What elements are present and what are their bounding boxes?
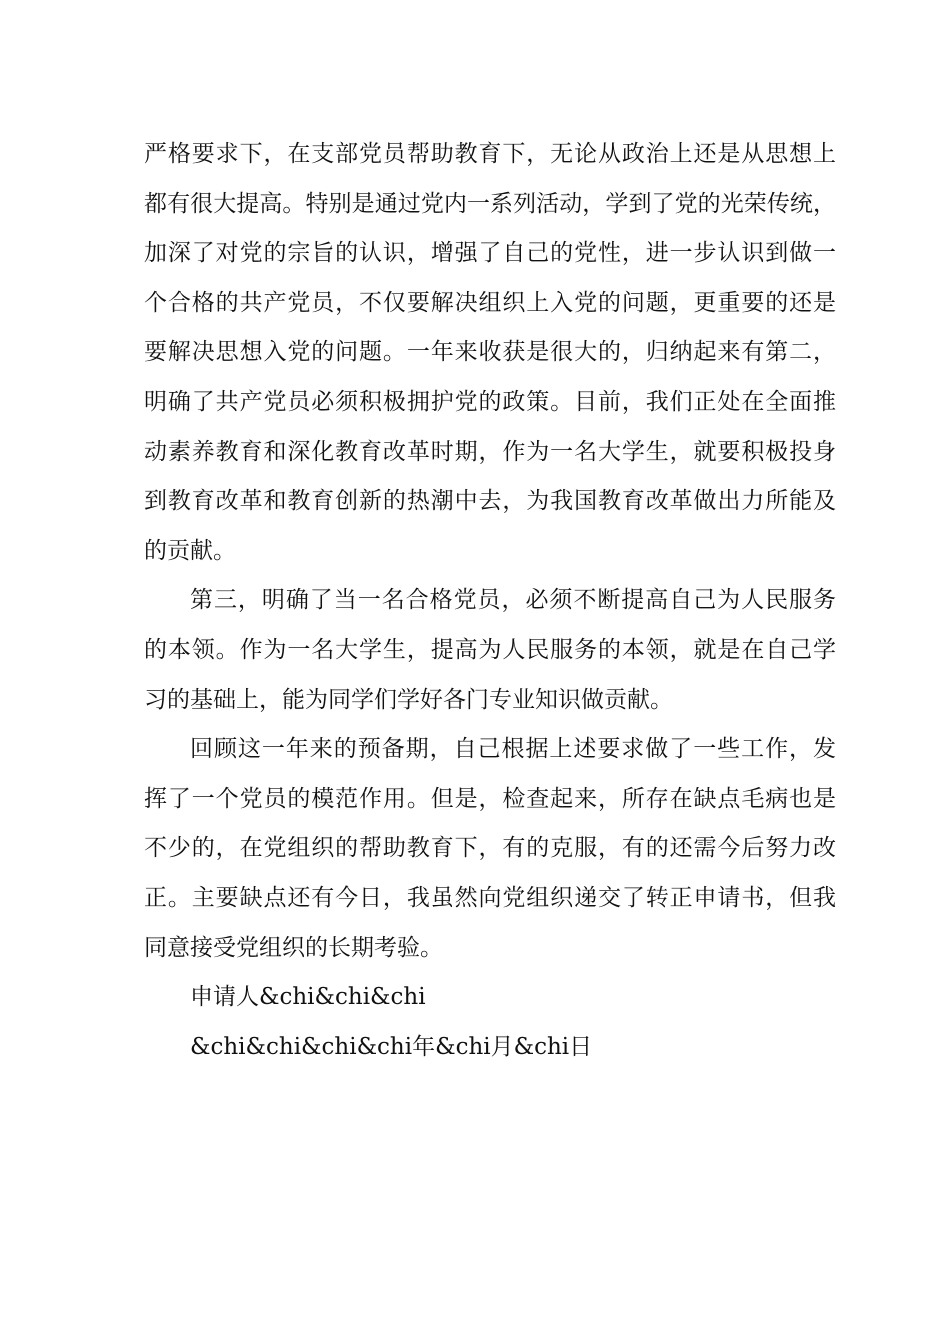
text-line: 同意接受党组织的长期考验。 xyxy=(144,934,443,961)
text-line: 个合格的共产党员，不仅要解决组织上入党的问题，更重要的还是 xyxy=(144,289,836,316)
text-line: 的本领。作为一名大学生，提高为人民服务的本领，就是在自己学 xyxy=(144,636,836,663)
text-line: 习的基础上，能为同学们学好各门专业知识做贡献。 xyxy=(144,686,673,713)
paragraph-start-line: 回顾这一年来的预备期，自己根据上述要求做了一些工作，发 xyxy=(190,736,836,763)
applicant-line: 申请人&chi&chi&chi xyxy=(190,984,426,1011)
text-line: 严格要求下，在支部党员帮助教育下，无论从政治上还是从思想上 xyxy=(144,141,836,167)
text-line: 的贡献。 xyxy=(144,537,236,564)
text-line: 都有很大提高。特别是通过党内一系列活动，学到了党的光荣传统， xyxy=(144,190,836,217)
text-line: 正。主要缺点还有今日，我虽然向党组织递交了转正申请书，但我 xyxy=(144,884,836,911)
text-line: 不少的，在党组织的帮助教育下，有的克服，有的还需今后努力改 xyxy=(144,835,836,862)
text-line: 到教育改革和教育创新的热潮中去，为我国教育改革做出力所能及 xyxy=(144,488,836,515)
date-line: &chi&chi&chi&chi年&chi月&chi日 xyxy=(190,1033,593,1060)
text-line: 加深了对党的宗旨的认识，增强了自己的党性，进一步认识到做一 xyxy=(144,240,836,267)
paragraph-start-line: 第三，明确了当一名合格党员，必须不断提高自己为人民服务 xyxy=(190,587,836,614)
text-line: 动素养教育和深化教育改革时期，作为一名大学生，就要积极投身 xyxy=(144,438,836,465)
text-line: 明确了共产党员必须积极拥护党的政策。目前，我们正处在全面推 xyxy=(144,388,836,415)
text-line: 要解决思想入党的问题。一年来收获是很大的，归纳起来有第二， xyxy=(144,339,836,366)
text-line: 挥了一个党员的模范作用。但是，检查起来，所存在缺点毛病也是 xyxy=(144,785,836,812)
document-body xyxy=(144,130,836,1072)
